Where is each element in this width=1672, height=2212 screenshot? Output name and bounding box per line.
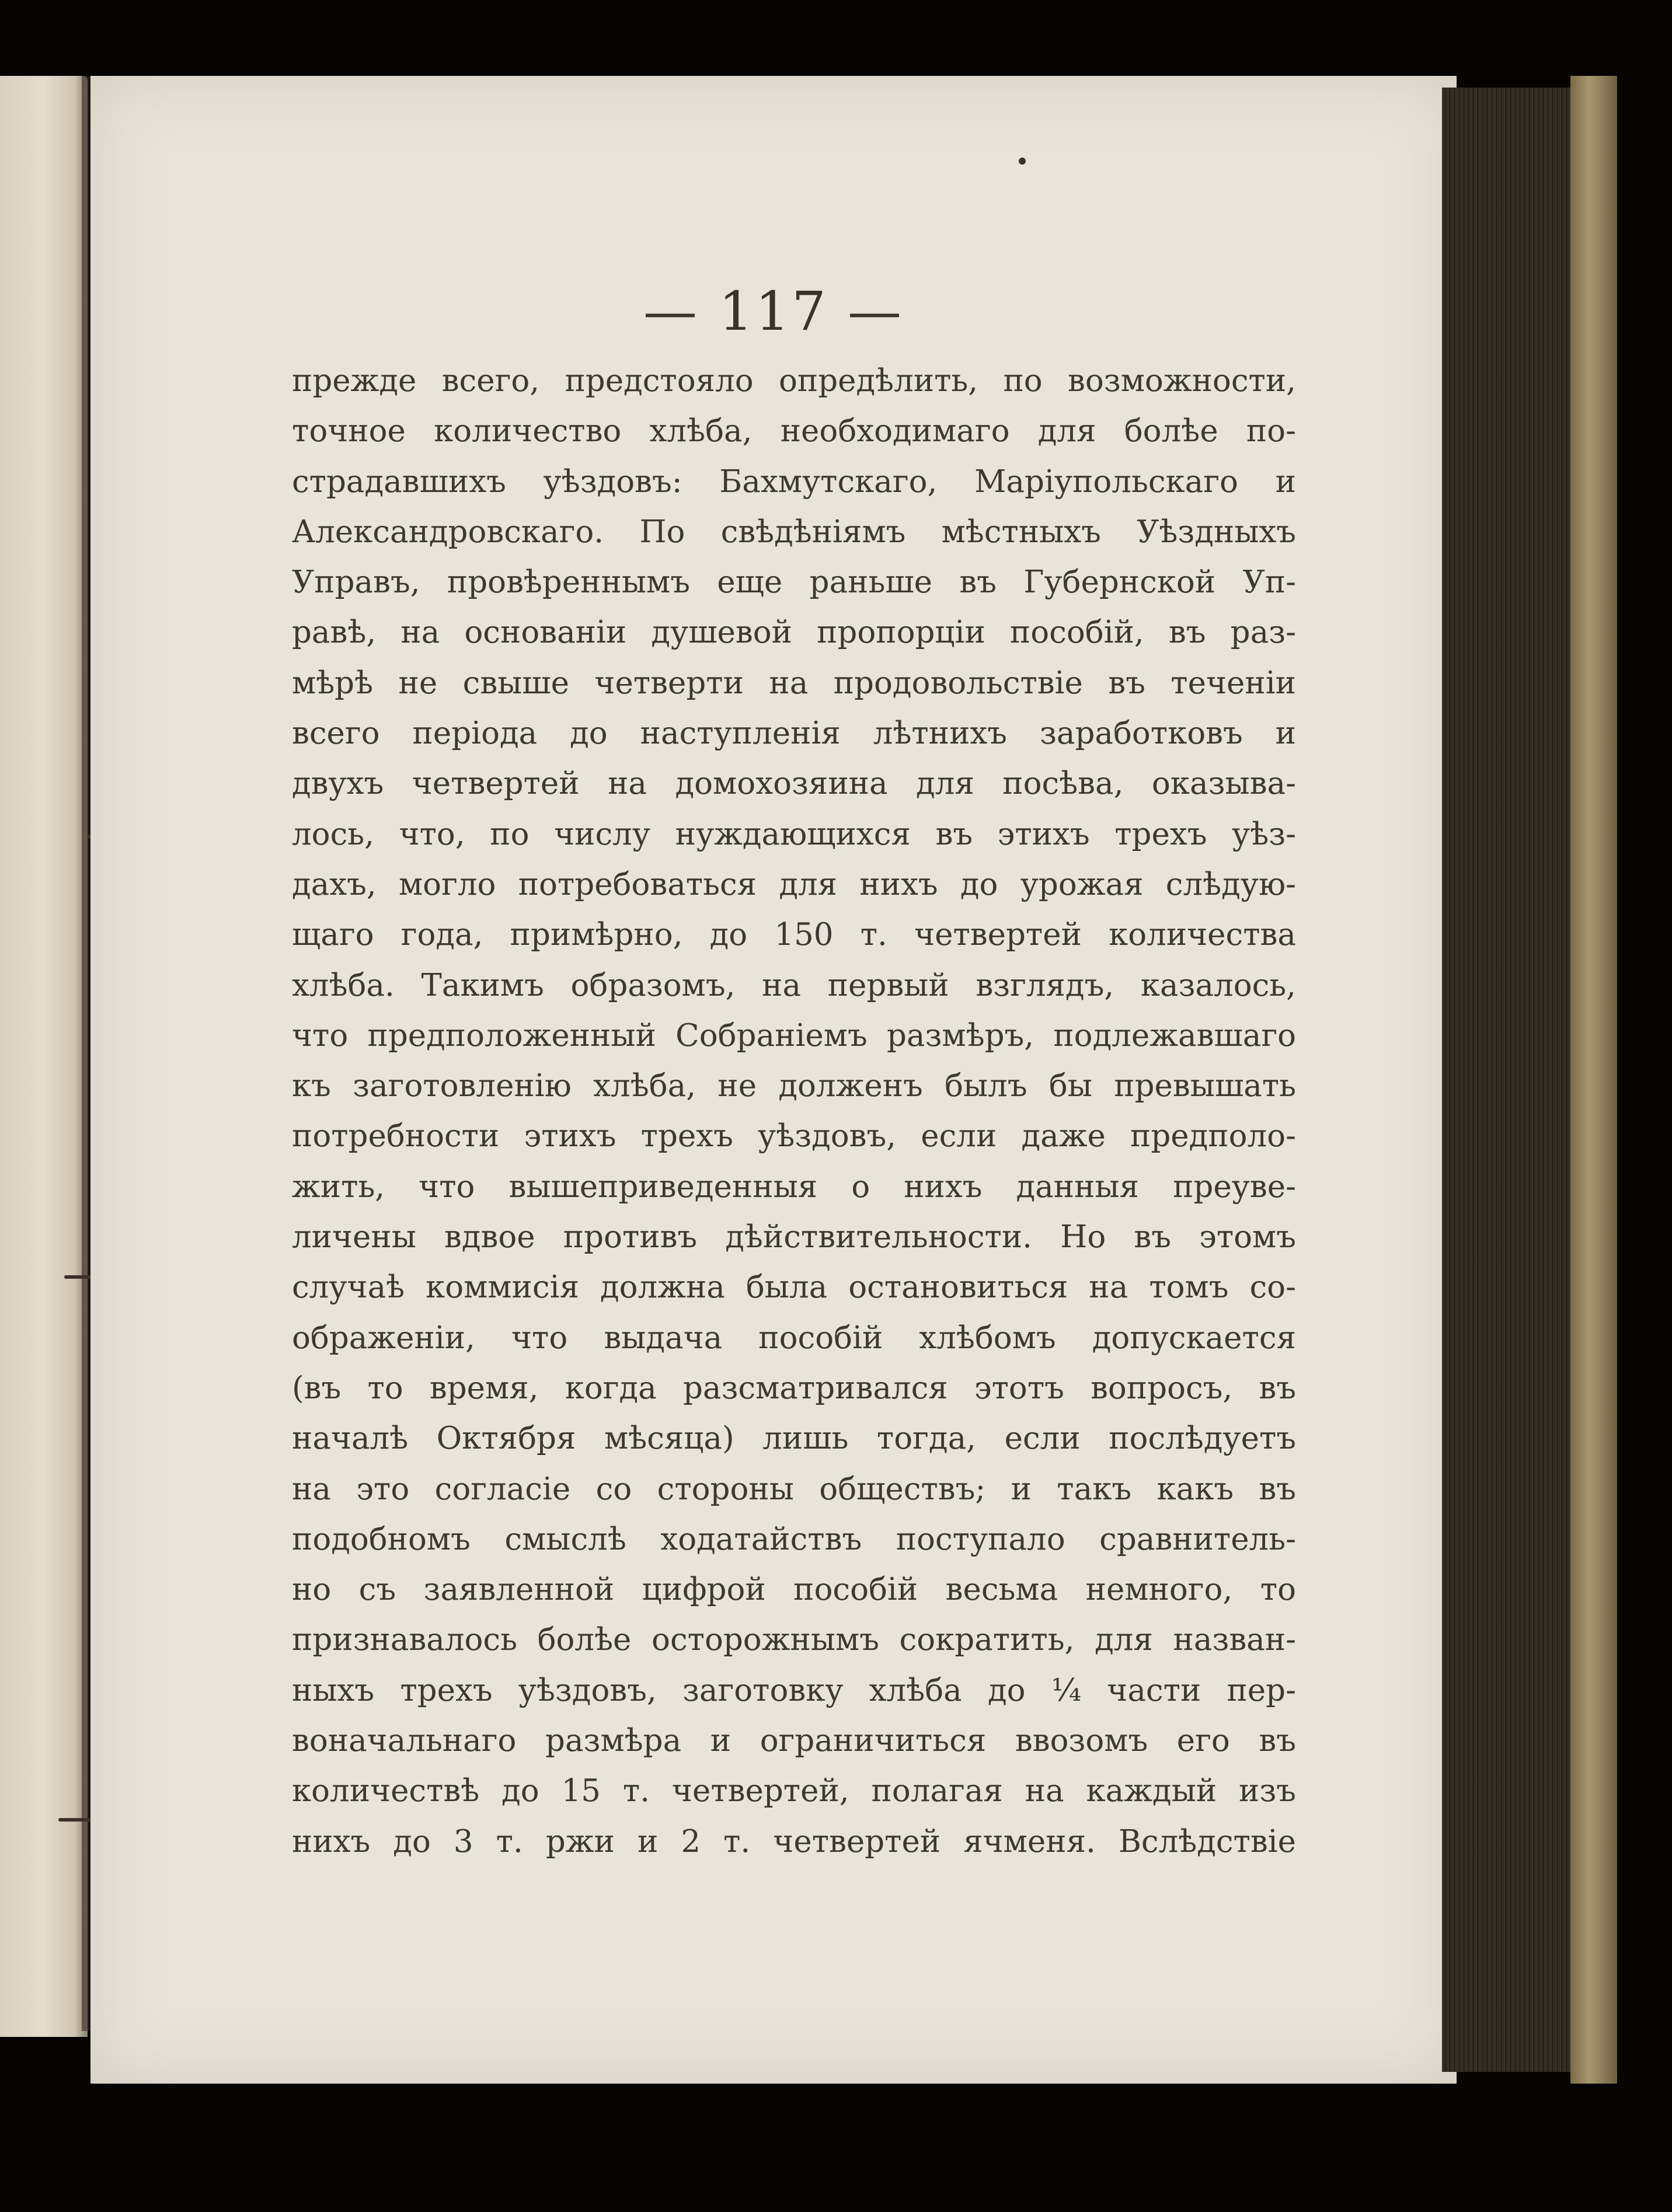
text-line: количествѣ до 15 т. четвертей, полагая на каждый изъ (292, 1773, 1296, 1809)
left-facing-page (0, 76, 88, 2037)
page-number: — 117 — (643, 280, 904, 343)
text-line: Управъ, провѣреннымъ еще раньше въ Губернской Уп- (292, 564, 1296, 601)
text-line: точное количество хлѣба, необходимаго для болѣе по- (292, 413, 1296, 449)
book-page (90, 76, 1457, 2084)
text-line: двухъ четвертей на домохозяина для посѣва, оказыва- (292, 766, 1296, 802)
text-line: нихъ до 3 т. ржи и 2 т. четвертей ячменя. Вслѣдствіе (292, 1823, 1296, 1859)
text-line: страдавшихъ уѣздовъ: Бахмутскаго, Маріупольскаго и (292, 463, 1296, 500)
text-line: лось, что, по числу нуждающихся въ этихъ трехъ уѣз- (292, 816, 1296, 852)
text-line: всего періода до наступленія лѣтнихъ заработковъ и (292, 716, 1296, 752)
book-binding (1570, 76, 1617, 2084)
text-line: подобномъ смыслѣ ходатайствъ поступало сравнитель- (292, 1521, 1296, 1557)
ink-speck (1019, 158, 1026, 165)
text-line: потребности этихъ трехъ уѣздовъ, если даже предполо- (292, 1118, 1296, 1154)
text-line: воначальнаго размѣра и ограничиться ввозомъ его въ (292, 1723, 1296, 1759)
text-line: Александровскаго. По свѣдѣніямъ мѣстныхъ Уѣздныхъ (292, 514, 1296, 550)
text-line: къ заготовленію хлѣба, не долженъ былъ бы превышать (292, 1068, 1296, 1104)
text-line: (въ то время, когда разсматривался этотъ вопросъ, въ (292, 1370, 1296, 1406)
text-line: ныхъ трехъ уѣздовъ, заготовку хлѣба до ¼ части пер- (292, 1672, 1296, 1708)
text-line: что предположенный Собраніемъ размѣръ, подлежавшаго (292, 1017, 1296, 1053)
text-line: ображеніи, что выдача пособій хлѣбомъ допускается (292, 1320, 1296, 1356)
text-line: щаго года, примѣрно, до 150 т. четвертей количества (292, 917, 1296, 953)
text-line: началѣ Октября мѣсяца) лишь тогда, если послѣдуетъ (292, 1421, 1296, 1457)
text-line: личены вдвое противъ дѣйствительности. Но въ этомъ (292, 1219, 1296, 1255)
book-fore-edge (1442, 88, 1576, 2072)
text-line: жить, что вышеприведенныя о нихъ данныя преуве- (292, 1168, 1296, 1205)
text-line: на это согласіе со стороны обществъ; и такъ какъ въ (292, 1471, 1296, 1507)
text-line: хлѣба. Такимъ образомъ, на первый взглядъ, казалось, (292, 967, 1296, 1003)
text-line: прежде всего, предстояло опредѣлить, по возможности, (292, 363, 1296, 399)
text-line: случаѣ коммисія должна была остановиться на томъ со- (292, 1269, 1296, 1306)
text-line: мѣрѣ не свыше четверти на продовольствіе въ теченіи (292, 665, 1296, 701)
text-line: равѣ, на основаніи душевой пропорціи пособій, въ раз- (292, 615, 1296, 651)
text-line: но съ заявленной цифрой пособій весьма немного, то (292, 1572, 1296, 1608)
text-line: признавалось болѣе осторожнымъ сократить, для назван- (292, 1622, 1296, 1658)
text-line: дахъ, могло потребоваться для нихъ до урожая слѣдую- (292, 866, 1296, 902)
page-body-text (292, 356, 1296, 1867)
